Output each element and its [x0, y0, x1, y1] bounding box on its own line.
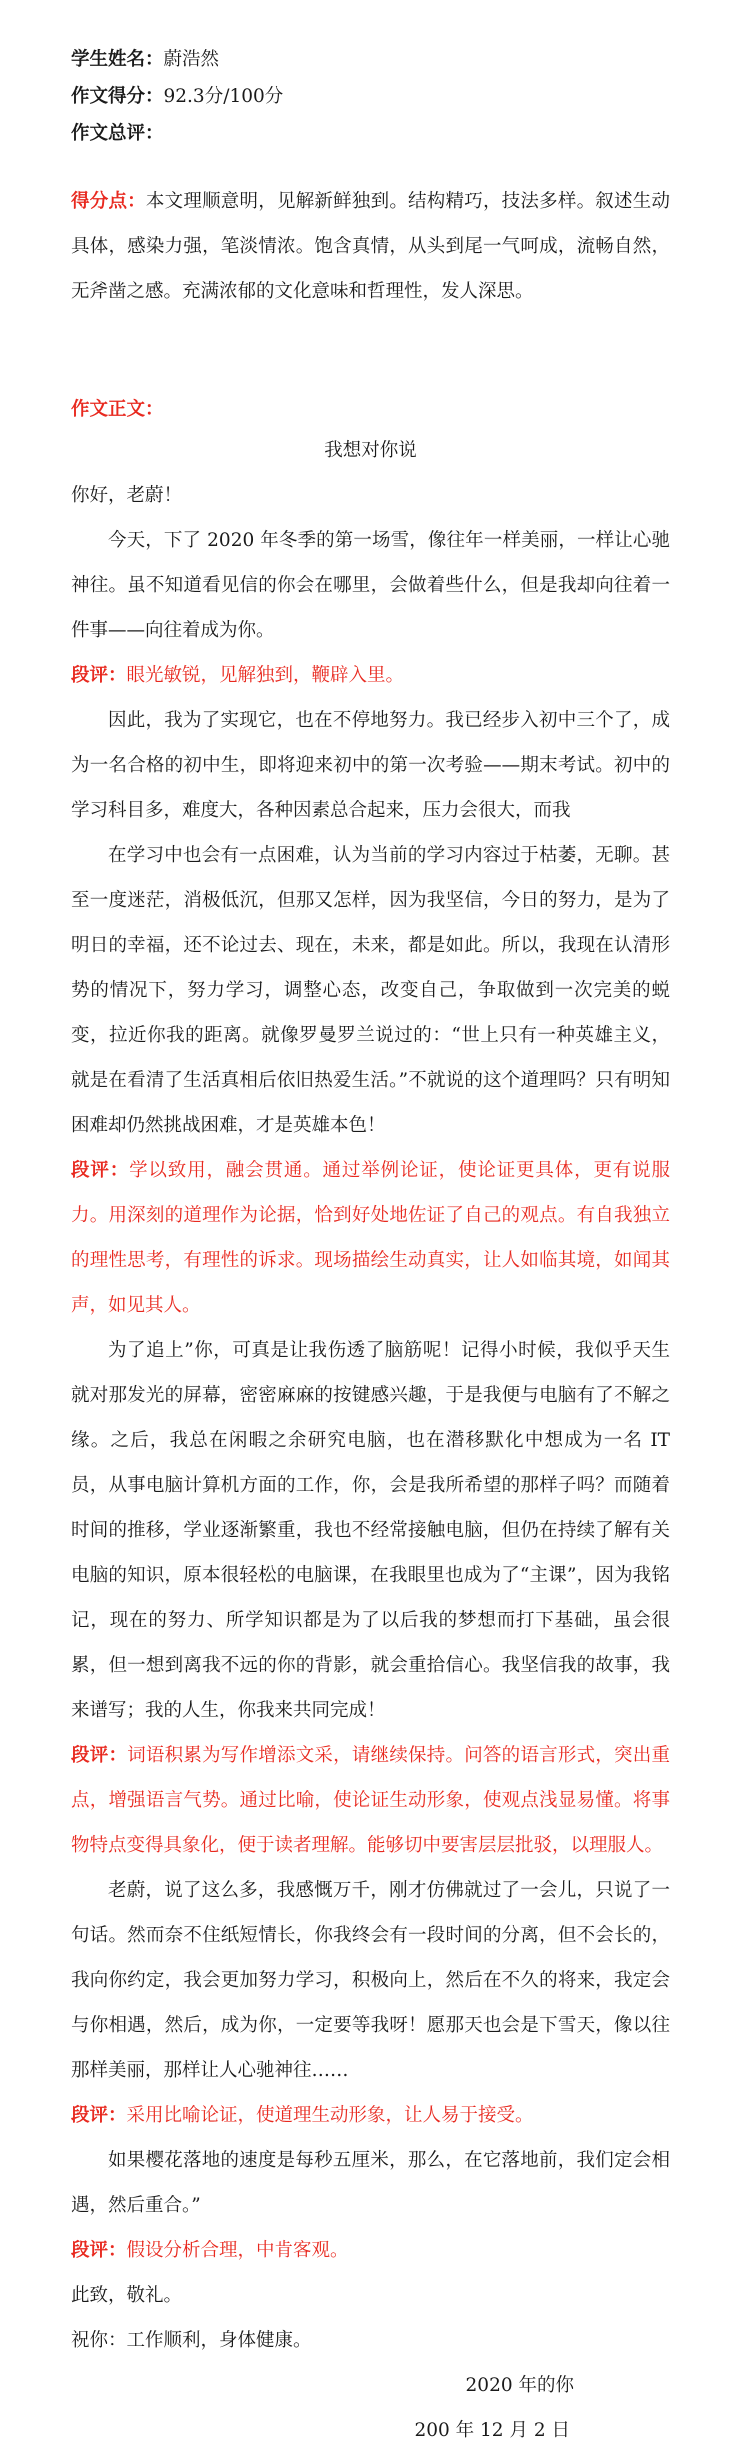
essay-paragraph: 老蔚，说了这么多，我感慨万千，刚才仿佛就过了一会儿，只说了一句话。然而奈不住纸短情长，你我终会有一段时间的分离，但不会长的，我向你约定，我会更加努力学习，积极向上，然后在不久的将来，我定会与你相遇，然后，成为你，一定要等我呀！愿那天也会是下雪天，像以往那样美丽，那样让人心驰神往…… [71, 1880, 670, 2081]
essay-signature: 2020 年的你 [465, 2375, 574, 2396]
paragraph-comment [71, 1733, 670, 1868]
essay-paragraph: 为了追上”你，可真是让我伤透了脑筋呢！记得小时候，我似乎天生就对那发光的屏幕，密密麻麻的按键感兴趣，于是我便与电脑有了不解之缘。之后，我总在闲暇之余研究电脑，也在潜移默化中想成为一名 IT 员，从事电脑计算机方面的工作，你，会是我所希望的那样子吗？而随着时间的推移，学业逐渐繁重，我也不经常接触电脑，但仍在持续了解有关电脑的知识，原本很轻松的电脑课，在我眼里也成为了“主课”，因为我铭记，现在的努力、所学知识都是为了以后我的梦想而打下基础，虽会很累，但一想到离我不远的你的背影，就会重拾信心。我坚信我的故事，我来谱写；我的人生，你我来共同完成！ [71, 1340, 670, 1721]
overall-review-label: 作文总评： [71, 123, 164, 144]
essay-wish: 祝你：工作顺利，身体健康。 [71, 2330, 312, 2351]
essay-closing: 此致，敬礼。 [71, 2285, 183, 2306]
score-row [71, 78, 670, 115]
paragraph-comment [71, 653, 670, 698]
essay-date: 200 年 12 月 2 日 [414, 2420, 570, 2441]
review-text: 本文理顺意明，见解新鲜独到。结构精巧，技法多样。叙述生动具体，感染力强，笔淡情浓。饱含真情，从头到尾一气呵成，流畅自然，无斧凿之感。充满浓郁的文化意味和哲理性，发人深思。 [71, 191, 670, 302]
essay-greeting: 你好，老蔚！ [71, 485, 183, 506]
review-label: 得分点： [71, 191, 146, 212]
score-label: 作文得分： [71, 86, 164, 107]
overall-review [71, 179, 670, 314]
paragraph-comment [71, 2228, 670, 2273]
comment-label: 段评： [71, 2105, 127, 2126]
comment-label: 段评： [71, 1745, 128, 1766]
comment-text: 假设分析合理，中肯客观。 [126, 2240, 349, 2261]
essay-section-label: 作文正文： [71, 399, 164, 420]
essay-paragraph: 如果樱花落地的速度是每秒五厘米，那么，在它落地前，我们定会相遇，然后重合。” [71, 2150, 670, 2216]
essay-title: 我想对你说 [324, 440, 417, 461]
student-name-value: 蔚浩然 [163, 49, 220, 70]
student-name-row [71, 41, 670, 78]
student-name-label: 学生姓名： [71, 49, 164, 70]
essay-paragraph: 因此，我为了实现它，也在不停地努力。我已经步入初中三个了，成为一名合格的初中生，即将迎来初中的第一次考验——期末考试。初中的学习科目多，难度大，各种因素总合起来，压力会很大，而我 [71, 710, 670, 821]
comment-label: 段评： [71, 1160, 130, 1181]
paragraph-comment [71, 1148, 670, 1328]
comment-text: 词语积累为写作增添文采，请继续保持。问答的语言形式，突出重点，增强语言气势。通过比喻，使论证生动形象，使观点浅显易懂。将事物特点变得具象化，便于读者理解。能够切中要害层层批驳，以理服人。 [71, 1745, 670, 1856]
comment-text: 采用比喻论证，使道理生动形象，让人易于接受。 [126, 2105, 534, 2126]
comment-label: 段评： [71, 2240, 127, 2261]
comment-label: 段评： [71, 665, 127, 686]
paragraph-comment [71, 2093, 670, 2138]
comment-text: 眼光敏锐，见解独到，鞭辟入里。 [126, 665, 405, 686]
score-value: 92.3分/100分 [163, 86, 284, 107]
essay-paragraph: 今天，下了 2020 年冬季的第一场雪，像往年一样美丽，一样让心驰神往。虽不知道看见信的你会在哪里，会做着些什么，但是我却向往着一件事——向往着成为你。 [71, 530, 670, 641]
comment-text: 学以致用，融会贯通。通过举例论证，使论证更具体，更有说服力。用深刻的道理作为论据，恰到好处地佐证了自己的观点。有自我独立的理性思考，有理性的诉求。现场描绘生动真实，让人如临其境，如闻其声，如见其人。 [71, 1160, 670, 1316]
essay-paragraph: 在学习中也会有一点困难，认为当前的学习内容过于枯萎，无聊。甚至一度迷茫，消极低沉，但那又怎样，因为我坚信，今日的努力，是为了明日的幸福，还不论过去、现在，未来，都是如此。所以，我现在认清形势的情况下，努力学习，调整心态，改变自己，争取做到一次完美的蜕变，拉近你我的距离。就像罗曼罗兰说过的：“世上只有一种英雄主义，就是在看清了生活真相后依旧热爱生活。”不就说的这个道理吗？只有明知困难却仍然挑战困难，才是英雄本色！ [71, 845, 670, 1136]
